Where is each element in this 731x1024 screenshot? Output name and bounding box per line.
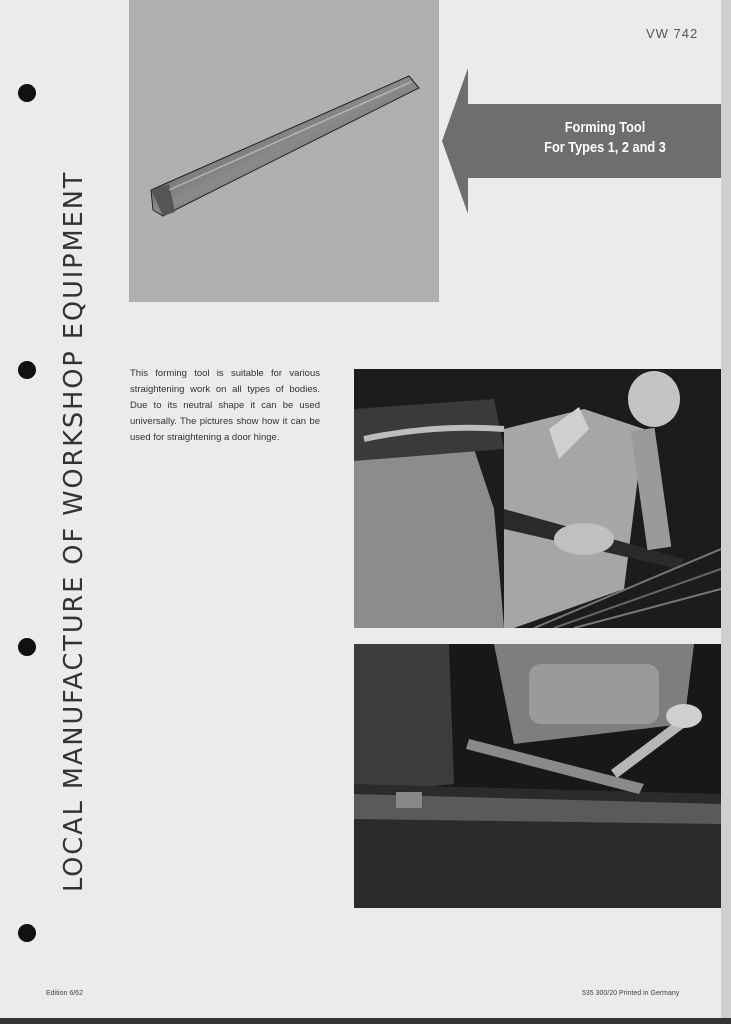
- vertical-title: LOCAL MANUFACTURE OF WORKSHOP EQUIPMENT: [59, 170, 89, 892]
- binder-hole: [18, 924, 36, 942]
- door-hinge-image-2: [354, 644, 721, 908]
- page-edge: [721, 0, 731, 1024]
- binder-hole: [18, 638, 36, 656]
- usage-photo-2: [354, 644, 721, 908]
- print-info: 535 300/20 Printed in Germany: [582, 990, 680, 997]
- doc-number: VW 742: [646, 26, 699, 41]
- bottom-edge: [0, 1018, 731, 1024]
- binder-hole: [18, 361, 36, 379]
- binder-hole: [18, 84, 36, 102]
- banner-title: [507, 118, 703, 158]
- banner-line-1: Forming Tool: [564, 119, 646, 136]
- forming-tool-image: [129, 0, 439, 302]
- usage-photo-1: [354, 369, 721, 628]
- tool-photo: [129, 0, 439, 302]
- edition-note: Edition 6/62: [46, 990, 83, 997]
- banner-line-2: For Types 1, 2 and 3: [544, 139, 666, 156]
- door-hinge-image-1: [354, 369, 721, 628]
- description-text: This forming tool is suitable for various straightening work on all types of bodies. Due to its neutral shape it can be used universally. The pictures show how it can be used for straightening a door hinge.: [130, 368, 320, 443]
